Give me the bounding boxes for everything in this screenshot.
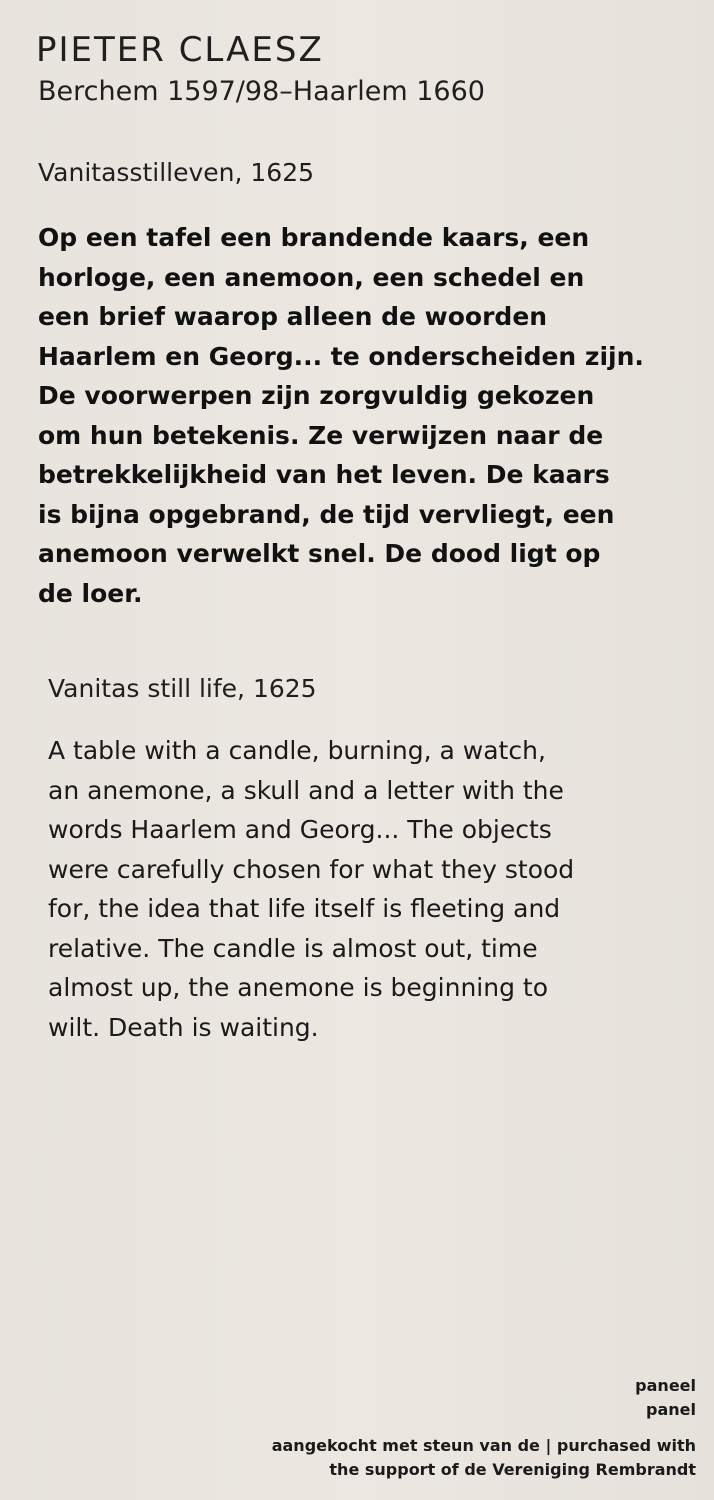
medium-english: panel [646,1400,696,1419]
artist-dates: Berchem 1597/98–Haarlem 1660 [38,76,485,107]
footer-spacer [272,1422,696,1434]
dutch-artwork-title: Vanitasstilleven, 1625 [38,158,315,187]
credit-line-1: aangekocht met steun van de | purchased with [271,1436,696,1455]
credit-line-2: the support of de Vereniging Rembrandt [329,1460,696,1479]
artist-name: PIETER CLAESZ [36,30,324,70]
label-footer [272,1374,696,1482]
medium-dutch: paneel [635,1376,696,1395]
english-artwork-title: Vanitas still life, 1625 [48,674,317,703]
dutch-description: Op een tafel een brandende kaars, een horloge, een anemoon, een schedel en een brief waarop alleen de woorden Haarlem en Georg... te onderscheiden zijn. De voorwerpen zijn zorgvuldig gekozen om hun betekenis. Ze verwijzen naar de betrekkelijkheid van het leven. De kaars is bijna opgebrand, de tijd vervliegt, een anemoon verwelkt snel. De dood ligt op de loer. [38,223,644,608]
english-description: A table with a candle, burning, a watch, an anemone, a skull and a letter with the words Haarlem and Georg... The objects were carefully chosen for what they stood for, the idea that life itself is fleeting and relative. The candle is almost out, time almost up, the anemone is beginning to wilt. Death is waiting. [48,736,575,1042]
